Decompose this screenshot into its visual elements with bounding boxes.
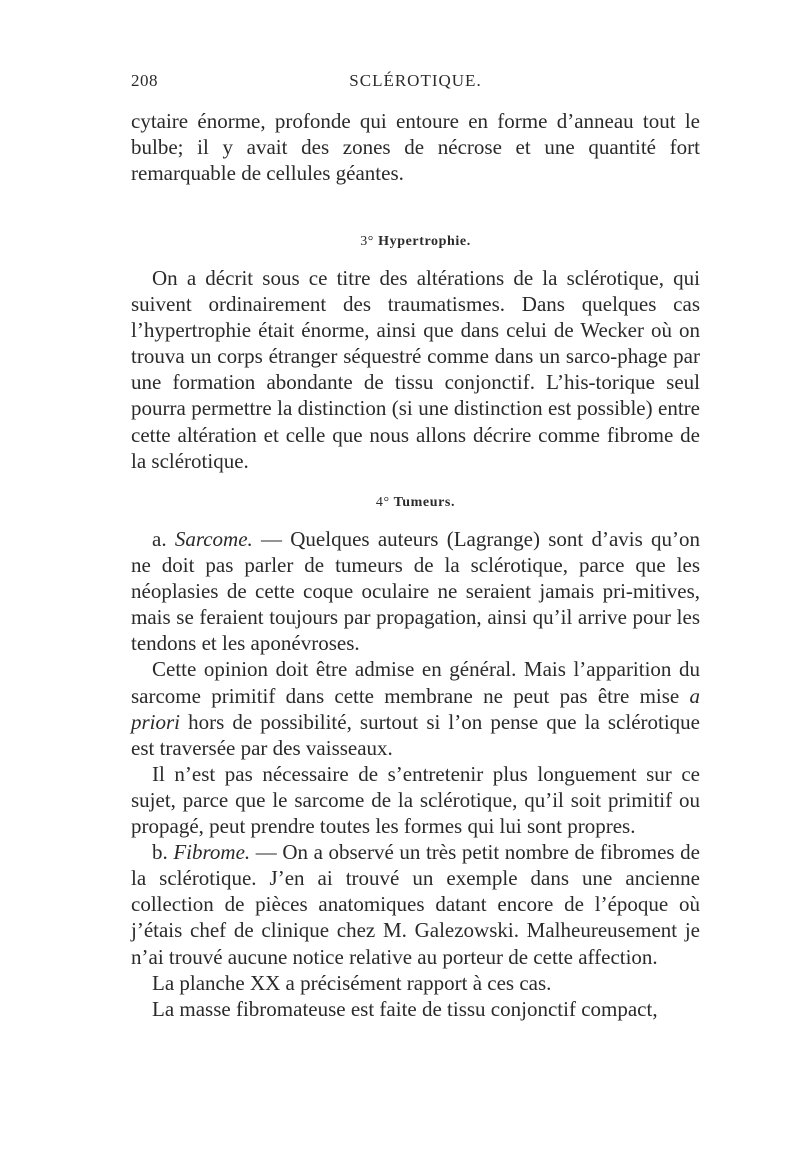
text-block-intro — [131, 108, 700, 186]
paragraph-continuation: cytaire énorme, profonde qui entoure en forme d’anneau tout le bulbe; il y avait des zones de nécrose et une quantité fort remarquable de cellules géantes. — [131, 109, 700, 186]
paragraph-masse: La masse fibromateuse est faite de tissu conjonctif compact, — [152, 996, 658, 1021]
term-fibrome: Fibrome. — [173, 840, 251, 865]
paragraph-text: — Quelques auteurs (Lagrange) sont d’avis qu’on ne doit pas parler de tumeurs de la sclérotique, parce que les néoplasies de cette coque oculaire ne seraient jamais pri-mitives, mais se feraient toujours par propagation, ainsi qu’il arrive pour les tendons et les aponévroses. — [131, 527, 701, 656]
section-title: Hypertrophie. — [378, 234, 471, 249]
item-letter: b. — [152, 840, 168, 865]
page-number: 208 — [131, 71, 158, 90]
term-a-priori: a priori — [131, 683, 700, 734]
paragraph-hypertrophie: On a décrit sous ce titre des altérations de la sclérotique, qui suivent ordinairement des traumatismes. Dans quelques cas l’hypertrophie était énorme, ainsi que dans celui de Wecker où on trouva un corps étranger séquestré comme dans un sarco-phage par une formation abondante de tissu conjonctif. L’his-torique seul pourra permettre la distinction (si une distinction est possible) entre cette altération et celle que nous allons décrire comme fibrome de la sclérotique. — [131, 266, 700, 473]
section-heading-hypertrophie — [131, 234, 700, 250]
paragraph-planche: La planche XX a précisément rapport à ces cas. — [152, 970, 552, 995]
section-heading-tumeurs — [131, 495, 700, 511]
paragraph-sarcome-formes: Il n’est pas nécessaire de s’entretenir plus longuement sur ce sujet, parce que le sarcome de la sclérotique, qu’il soit primitif ou propagé, peut prendre toutes les formes qui lui sont propres. — [131, 761, 700, 839]
running-title: SCLÉROTIQUE. — [349, 71, 482, 90]
page-header — [131, 71, 700, 93]
section-number: 3° — [360, 234, 374, 249]
paragraph-text: Cette opinion doit être admise en général. Mais l’apparition du sarcome primitif dans cette membrane ne peut pas être mise — [131, 657, 700, 708]
term-sarcome: Sarcome. — [174, 527, 253, 551]
paragraph-text: hors de possibilité, surtout si l’on pense que la sclérotique est traversée par des vaisseaux. — [131, 709, 700, 760]
section-number: 4° — [375, 495, 390, 510]
paragraph-opinion — [131, 656, 700, 760]
item-letter: a. — [152, 527, 167, 551]
text-block-tumeurs — [131, 526, 700, 1022]
paragraph-fibrome — [131, 839, 700, 969]
text-block-hypertrophie — [131, 265, 700, 474]
section-title: Tumeurs. — [393, 495, 456, 510]
paragraph-sarcome — [131, 526, 700, 656]
paragraph-text: — On a observé un très petit nombre de fibromes de la sclérotique. J’en ai trouvé un exemple dans une ancienne collection de pièces anatomiques datant encore de l’époque où j’étais chef de clinique chez M. Galezowski. Malheureusement je n’ai trouvé aucune notice relative au porteur de cette affection. — [131, 840, 700, 969]
